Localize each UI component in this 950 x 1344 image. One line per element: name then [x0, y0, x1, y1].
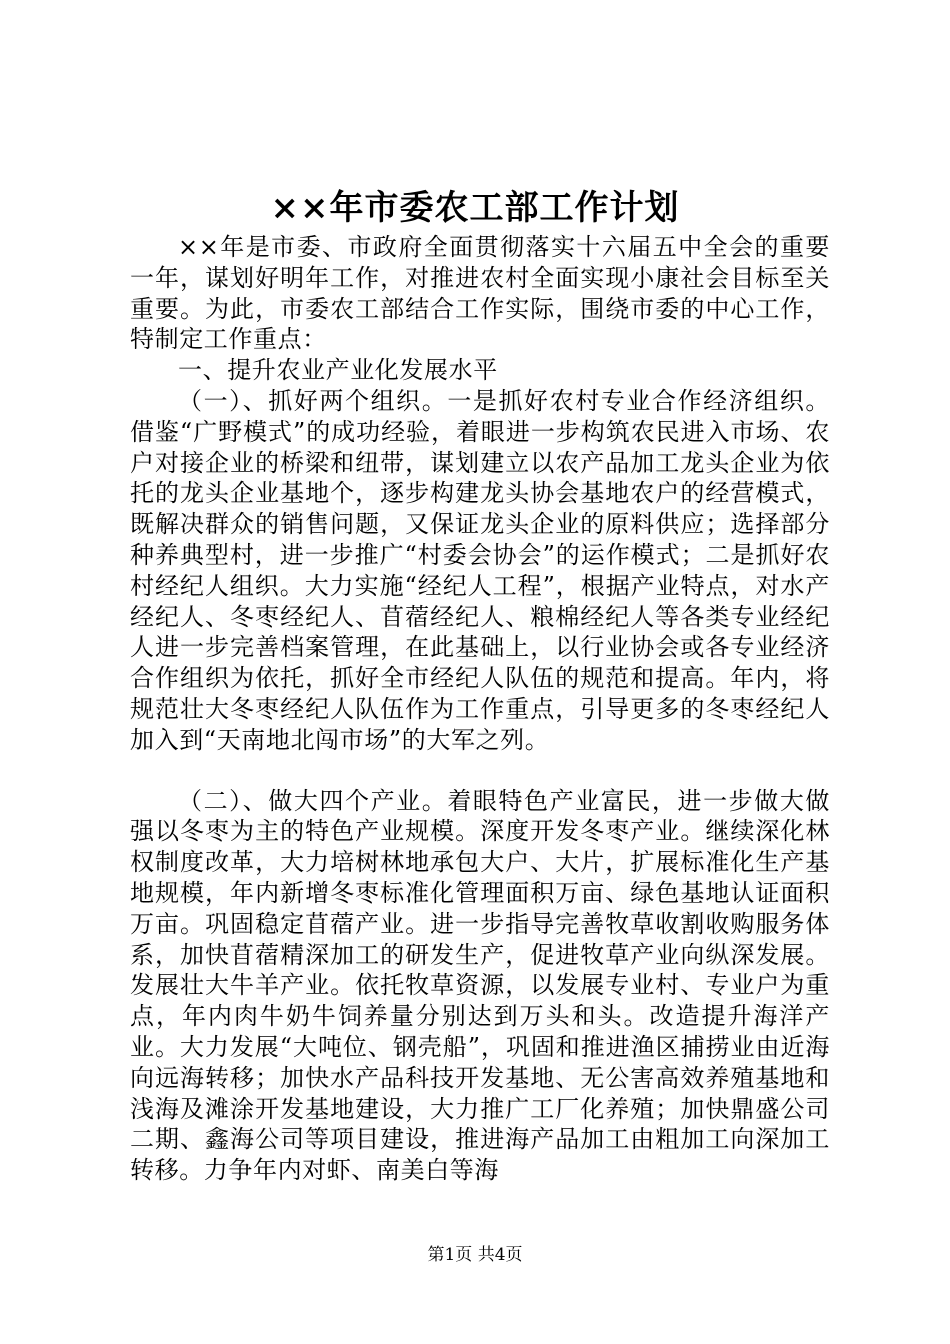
- section-heading-1: 一、提升农业产业化发展水平: [178, 356, 498, 385]
- document-title: ××年市委农工部工作计划: [270, 188, 680, 228]
- subsection-paragraph-2: （二）、做大四个产业。着眼特色产业富民，进一步做大做强以冬枣为主的特色产业规模。深度开发冬枣产业。继续深化林权制度改革，大力培树林地承包大户、大片，扩展标准化生产基地规模，年内新增冬枣标准化管理面积万亩、绿色基地认证面积万亩。巩固稳定苜蓿产业。进一步指导完善牧草收割收购服务体系，加快苜蓿精深加工的研发生产，促进牧草产业向纵深发展。发展壮大牛羊产业。依托牧草资源，以发展专业村、专业户为重点，年内肉牛奶牛饲养量分别达到万头和头。改造提升海洋产业。大力发展“大吨位、钢壳船”，巩固和推进渔区捕捞业由近海向远海转移；加快水产品科技开发基地、无公害高效养殖基地和浅海及滩涂开发基地建设，大力推广工厂化养殖；加快鼎盛公司二期、鑫海公司等项目建设，推进海产品加工由粗加工向深加工转移。力争年内对虾、南美白等海: [130, 786, 830, 1185]
- page-number: 第1页 共4页: [427, 1245, 523, 1265]
- subsection-paragraph-1: （一）、抓好两个组织。一是抓好农村专业合作经济组织。借鉴“广野模式”的成功经验，着眼进一步构筑农民进入市场、农户对接企业的桥梁和纽带，谋划建立以农产品加工龙头企业为依托的龙头企业基地个，逐步构建龙头协会基地农户的经营模式，既解决群众的销售问题，又保证龙头企业的原料供应；选择部分种养典型村，进一步推广“村委会协会”的运作模式；二是抓好农村经纪人组织。大力实施“经纪人工程”，根据产业特点，对水产经纪人、冬枣经纪人、苜蓿经纪人、粮棉经纪人等各类专业经纪人进一步完善档案管理，在此基础上，以行业协会或各专业经济合作组织为依托，抓好全市经纪人队伍的规范和提高。年内，将规范壮大冬枣经纪人队伍作为工作重点，引导更多的冬枣经纪人加入到“天南地北闯市场”的大军之列。: [130, 386, 830, 754]
- document-body: [130, 232, 830, 1186]
- intro-paragraph: ××年是市委、市政府全面贯彻落实十六届五中全会的重要一年，谋划好明年工作，对推进农村全面实现小康社会目标至关重要。为此，市委农工部结合工作实际，围绕市委的中心工作，特制定工作重点：: [130, 233, 830, 354]
